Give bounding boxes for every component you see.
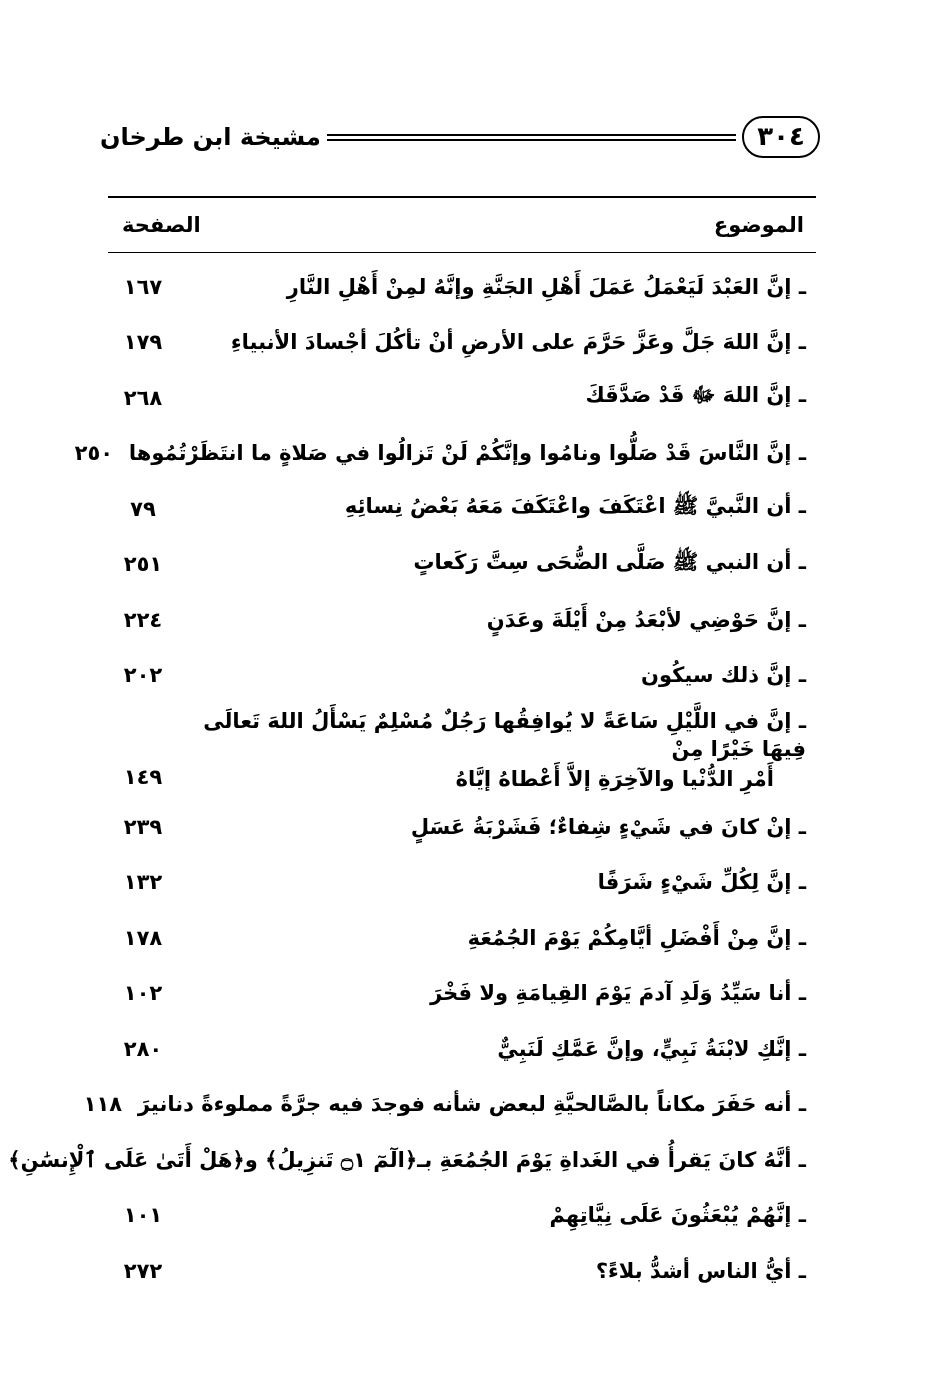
topic-text: ـ إنَّ لِكُلِّ شَيْءٍ شَرَفًا (597, 870, 806, 895)
table-row (108, 966, 816, 1022)
page-reference: ١٧٩ (123, 330, 163, 355)
table-column-headers (108, 198, 816, 252)
topic-text (178, 703, 816, 799)
page-reference: ٢٠٢ (123, 663, 163, 688)
topic-text: ـ أن النبي ﷺ صَلَّى الضُّحَى سِتَّ رَكَعاتٍ (413, 549, 806, 574)
table-row (108, 315, 816, 371)
topic-text: ـ إنَّهُمْ يُبْعَثُونَ عَلَى نِيَّاتِهِمْ (549, 1203, 806, 1228)
topic-text: ـ إنَّ حَوْضِي لأبْعَدُ مِنْ أَيْلَةَ وعَدَنٍ (486, 607, 806, 632)
page-reference: ١٣٢ (123, 870, 163, 895)
page-reference: ٢٨٠ (123, 1036, 163, 1061)
table-row (108, 1243, 816, 1299)
topic-text: ـ إنَّ النَّاسَ قَدْ صَلُّوا ونامُوا وإنَّكُمْ لَنْ تَزالُوا في صَلاةٍ ما انتَظَرْتُمُوها (128, 441, 806, 466)
table-rows (8, 259, 816, 1299)
table-row (74, 426, 816, 482)
page-reference: ٢٢٤ (123, 607, 163, 632)
page-reference: ٢٧٢ (123, 1258, 163, 1283)
page-reference: ٢٥١ (123, 552, 163, 577)
page-reference: ١٠١ (123, 1203, 163, 1228)
topic-text: ـ إنَّ مِنْ أَفْضَلِ أيَّامِكُمْ يَوْمَ الجُمُعَةِ (467, 925, 806, 950)
page-reference: ٢٣٩ (123, 814, 163, 839)
table-row (108, 259, 816, 315)
topic-text: ـ إنْ كانَ في شَيْءٍ شِفاءٌ؛ فَشَرْبَةُ عَسَلٍ (410, 814, 806, 839)
header-rule (327, 134, 736, 141)
table-header-rule (108, 252, 816, 253)
topic-text: ـ أنا سَيِّدُ وَلَدِ آدمَ يَوْمَ القِيامَةِ ولا فَخْرَ (430, 981, 806, 1006)
page-reference: ٧٩ (130, 496, 156, 521)
topic-text: ـ أنَّهُ كانَ يَقرأُ في الغَداةِ يَوْمَ الجُمُعَةِ بـ﴿الٓمٓ ۝١ تَنزِيلُ﴾ و﴿هَلْ أَتَىٰ عَلَى ٱلْإِنسَٰنِ﴾ (8, 1147, 806, 1172)
topic-text: ـ أيُّ الناس أشدُّ بلاءً؟ (595, 1258, 806, 1283)
page-reference: ١٠٢ (123, 981, 163, 1006)
topic-text: ـ إنَّ اللهَ ﷻ قَدْ صَدَّقَكَ (585, 383, 806, 408)
page-reference: ١٦٧ (123, 274, 163, 299)
page-column-header: الصفحة (122, 213, 201, 237)
table-row (8, 1132, 816, 1188)
table-row (108, 592, 816, 648)
table-row (108, 910, 816, 966)
topic-text: ـ إنَّ ذلك سيكُون (641, 663, 806, 688)
topic-line-2: أَمْرِ الدُّنْيا والآخِرَةِ إلاَّ أَعْطاهُ إيَّاهُ (455, 766, 774, 791)
topic-text: ـ إنَّ اللهَ جَلَّ وعَزَّ حَرَّمَ على الأرضِ أنْ تأكُلَ أجْسادَ الأنبياءِ (230, 330, 806, 355)
table-row (108, 1188, 816, 1244)
table-row (108, 703, 816, 799)
topic-text: ـ إنَّكِ لابْنَةُ نَبِيٍّ، وإنَّ عَمَّكِ لَنَبِيٌّ (497, 1036, 806, 1061)
index-table (8, 196, 816, 1299)
topic-text: ـ إنَّ العَبْدَ لَيَعْمَلُ عَمَلَ أَهْلِ الجَنَّةِ وإنَّهُ لمِنْ أَهْلِ النَّارِ (286, 274, 806, 299)
table-row (108, 855, 816, 911)
topic-text: ـ أن النَّبيَّ ﷺ اعْتَكَفَ واعْتَكَفَ مَعَهُ بَعْضُ نِسائِهِ (344, 494, 806, 519)
page-reference: ٢٦٨ (123, 385, 163, 410)
table-row (108, 799, 816, 855)
topic-text: ـ أنه حَفَرَ مكاناً بالصَّالحيَّةِ لبعض شأنه فوجدَ فيه جرَّةً مملوءةً دنانيرَ (137, 1092, 806, 1117)
page-reference: ٢٥٠ (74, 441, 114, 466)
table-row (83, 1077, 816, 1133)
page-reference (0, 1148, 8, 1172)
running-header (100, 112, 820, 162)
table-row (108, 648, 816, 704)
topic-column-header: الموضوع (713, 213, 804, 237)
table-row (108, 370, 816, 426)
table-row (108, 537, 816, 593)
book-title: مشيخة ابن طرخان (100, 123, 321, 151)
page-reference: ١٧٨ (123, 925, 163, 950)
page-number-badge: ٣٠٤ (742, 116, 820, 158)
topic-line-1: ـ إنَّ في اللَّيْلِ سَاعَةً لا يُوافِقُها رَجُلٌ مُسْلِمٌ يَسْأَلُ اللهَ تَعالَى فِيهَا خَيْرًا مِنْ (203, 709, 806, 762)
page-reference: ١١٨ (83, 1092, 123, 1117)
page-reference: ١٤٩ (123, 765, 163, 789)
table-row (108, 481, 816, 537)
table-row (108, 1021, 816, 1077)
